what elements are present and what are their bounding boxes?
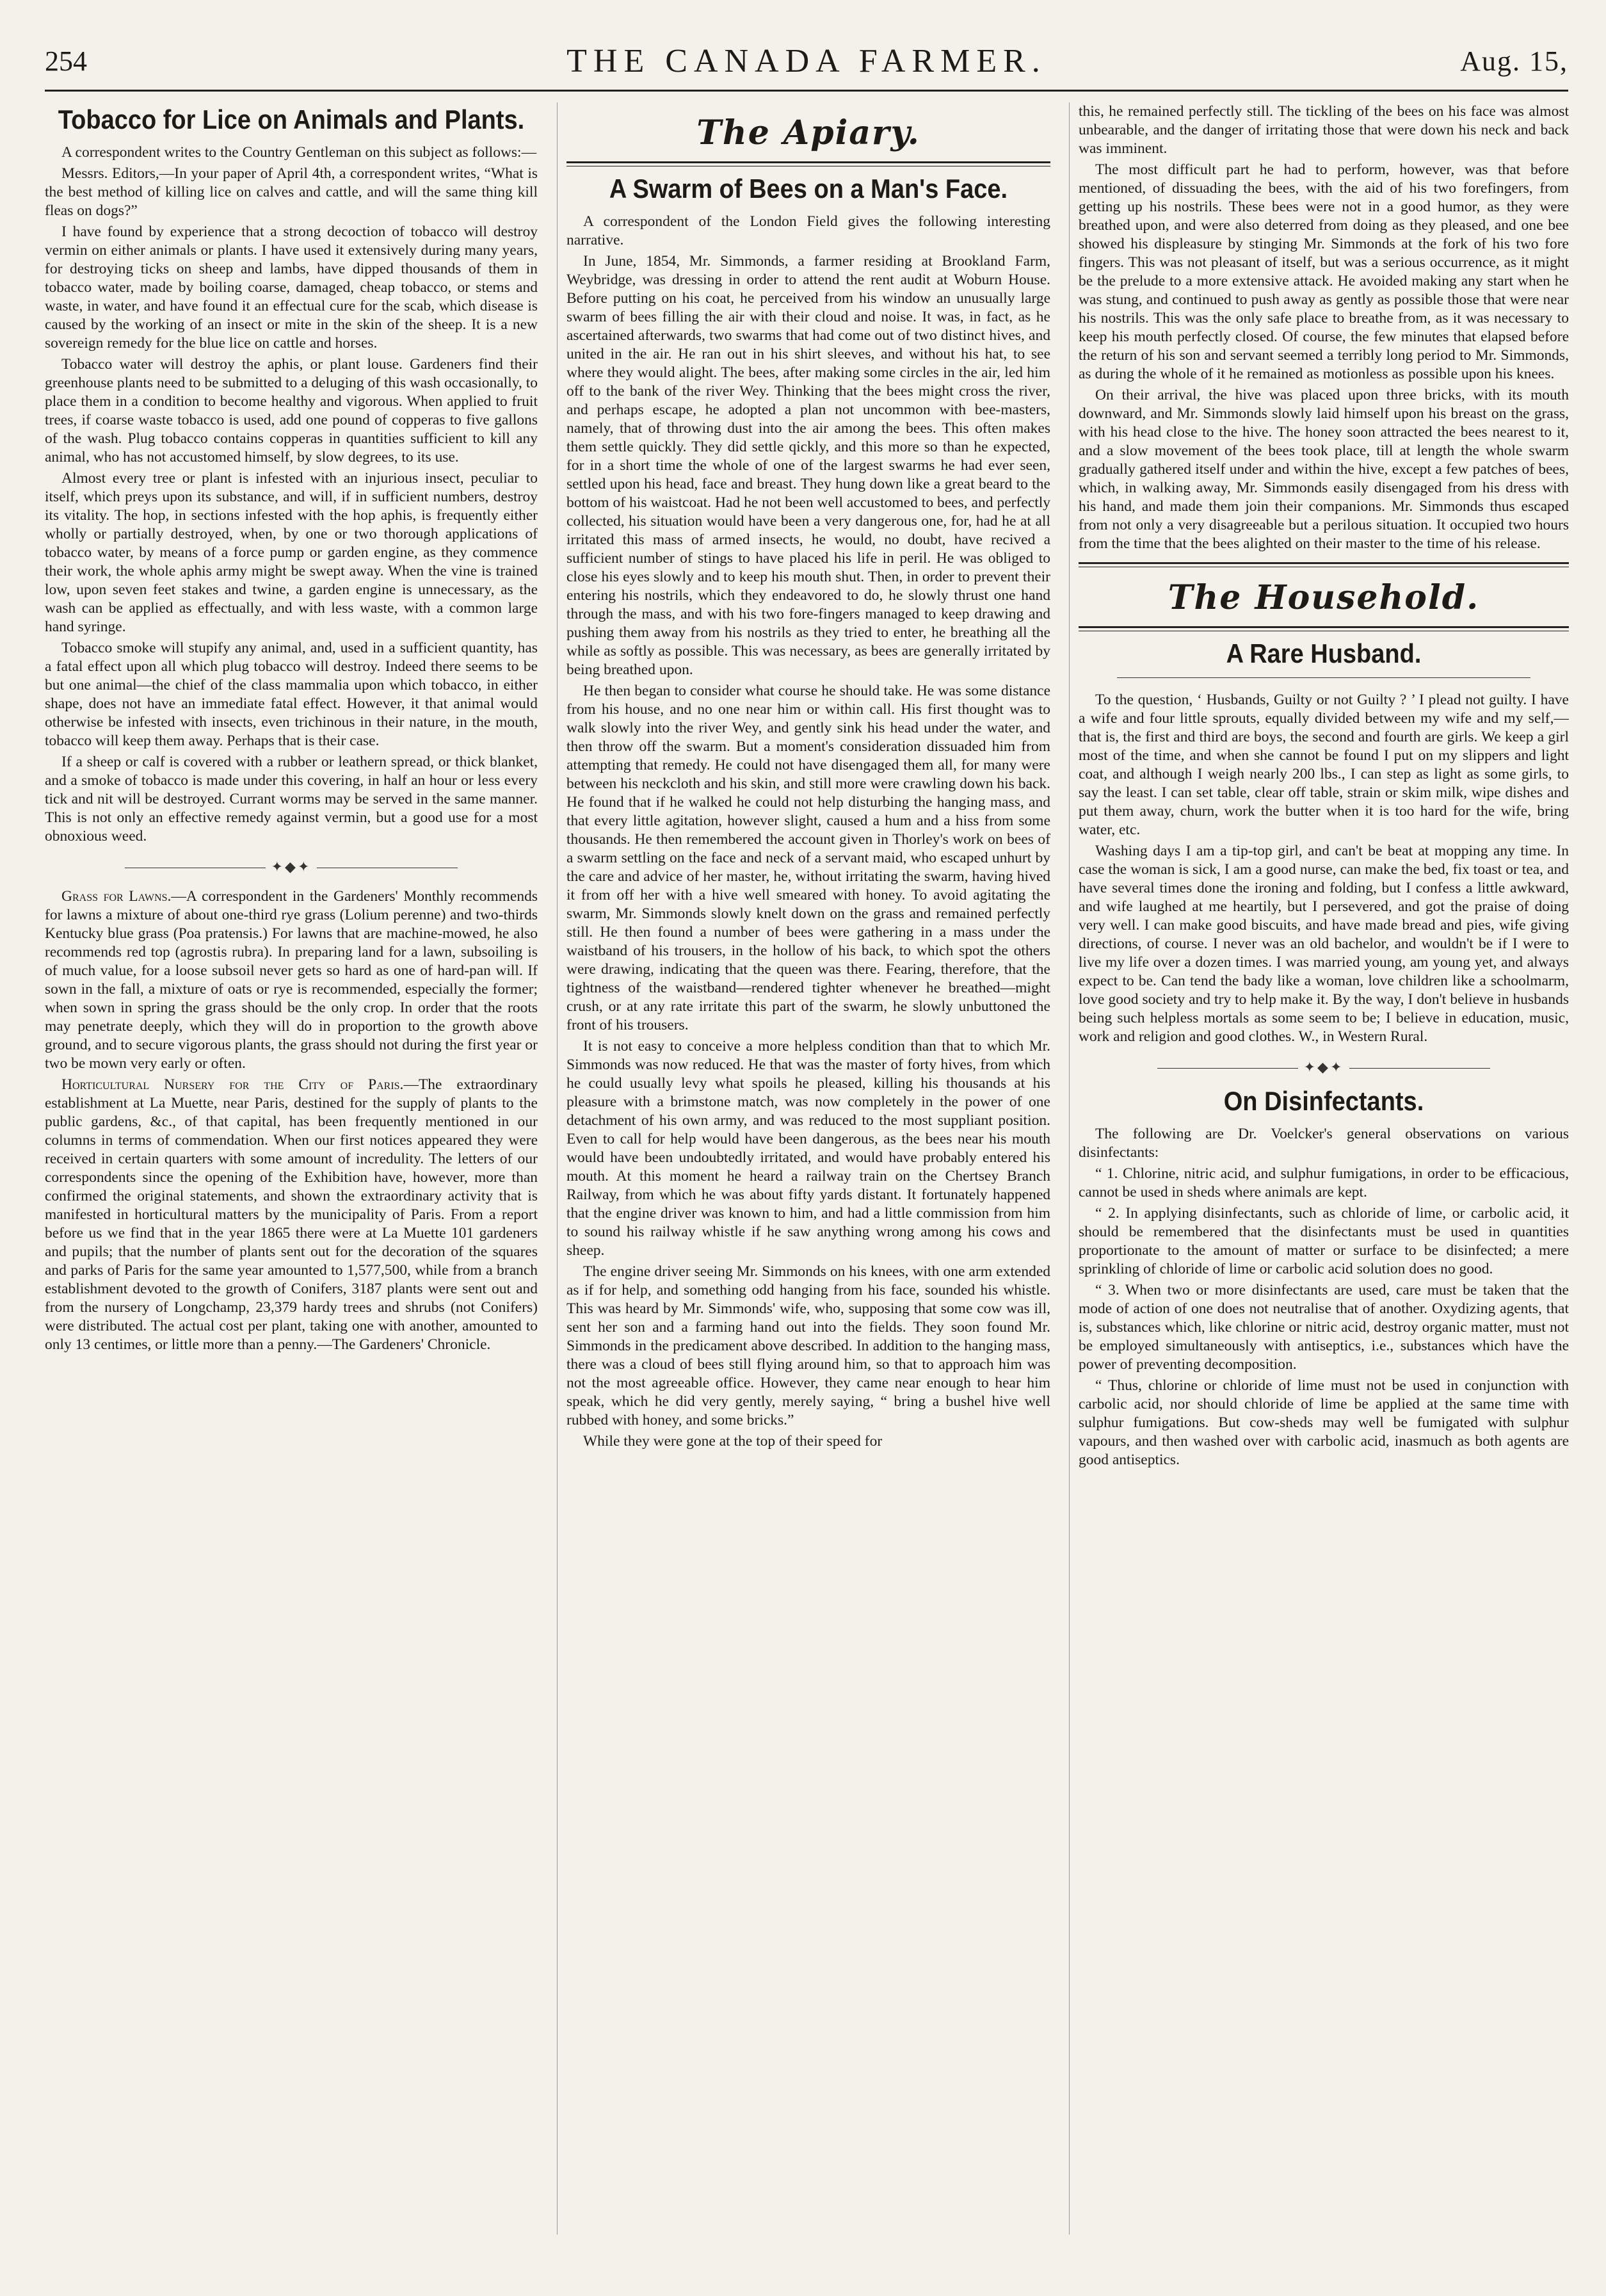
section-divider: ✦◆✦: [45, 857, 538, 876]
column-2: [557, 102, 1050, 2235]
lead-in: Horticultural Nursery for the City of Paris.: [61, 1076, 404, 1093]
paragraph: The engine driver seeing Mr. Simmonds on his knees, with one arm extended as if for help, and something odd hanging from his face, sounded his whistle. This was heard by Mr. Simmonds' wife, who, supposing that some cow was ill, sent her son and a farming hand out into the fields. They soon found Mr. Simmonds in the predicament above described. In addition to the hanging mass, there was a cloud of bees still flying around him, so that to approach him was not the most agreeable office. However, they came near enough to hear him speak, which he did very gently, merely saying, “ bring a bushel hive well rubbed with honey, and some bricks.”: [566, 1263, 1050, 1428]
paragraph: On their arrival, the hive was placed upon three bricks, with its mouth downward, and Mr. Simmonds slowly laid himself upon his breast on the grass, with his head close to the hive. The honey soon attracted the bees nearest to it, and a slow movement of the bees took place, till at length the whole swarm gradually gathered itself under and within the hive, except a few patches of bees, which, in walking away, Mr. Simmonds easily disengaged from his dress with his hand, and made them join their companions. Mr. Simmonds thus escaped from not only a very disagreeable but a perilous situation. It occupied two hours from the time that the bees alighted on their master to the time of his release.: [1079, 387, 1569, 552]
paragraph-text: —The extraordinary establishment at La Muette, near Paris, destined for the supply of plants to the public gardens, &c., of that capital, has been frequently mentioned in our columns in terms of commendation. When our first notices appeared they were received in certain quarters with some amount of incredulity. The letters of our correspondents since the opening of the Exhibition have, however, more than confirmed the original statements, and shown the extraordinary activity that is manifested in horticultural matters by the municipality of Paris. From a report before us we find that in the year 1865 there were at La Muette 101 gardeners and pupils; that the number of plants sent out for the decoration of the squares and parks of Paris for the same year amounted to 1,577,500, while from a branch establishment devoted to the growth of Conifers, 3187 plants were sent out and from the nursery of Longchamp, 23,379 hardy trees and shrubs (not Conifers) were distributed. The actual cost per plant, taking one with another, amounted to only 13 centimes, or little more than a penny.—The Gardeners' Chronicle.: [45, 1076, 538, 1353]
paragraph-nursery: [45, 1076, 538, 1354]
lead-in: Grass for Lawns.: [61, 888, 172, 905]
article-title-swarm: A Swarm of Bees on a Man's Face.: [609, 174, 1008, 205]
paragraph: In June, 1854, Mr. Simmonds, a farmer residing at Brookland Farm, Weybridge, was dressing in order to attend the rent audit at Woburn House. Before putting on his coat, he perceived from his window an unusually large swarm of bees filling the air with their cloud and noise. It was, in fact, as he ascertained afterwards, two swarms that had come out of two distinct hives, and united in the air. He ran out in his shirt sleeves, and without his hat, to see where they would alight. The bees, after making some circles in the air, led him off to the bank of the river Wey. Thinking that the bees might cross the river, and perhaps escape, he adopted a plan not uncommon with bee-masters, namely, that of throwing dust into the air among the bees. This often makes them settle quickly. They did settle qickly, and this more so than he expected, for in a short time the whole of one of the largest swarms he had ever seen, settled upon his head, face and breast. They hung down like a great beard to the bottom of his waistcoat. Had he not been well accustomed to bees, and perfectly collected, his situation would have been a very dangerous one, for, had he at all irritated this mass of armed insects, he would, no doubt, have recived a sufficient number of stings to have placed his life in peril. He was obliged to close his eyes slowly and to keep his mouth shut. Then, in order to prevent their entering his nostrils, which they endeavored to do, he slowly thrust one hand through the mass, and with his two fore-fingers managed to keep drawing and pushing them away from his nostrils as they tried to enter, he breathing all the while as softly as possible. This was necessary, as bees are generally irritated by being breathed upon.: [566, 253, 1050, 678]
paragraph: “ 2. In applying disinfectants, such as chloride of lime, or carbolic acid, it should be remembered that the disinfectants must be used in quantities proportionate to the amount of matter or surface to be disinfected; a mere sprinkling of chloride of lime or carbolic acid solution does no good.: [1079, 1205, 1569, 1277]
paragraph: The following are Dr. Voelcker's general observations on various disinfectants:: [1079, 1126, 1569, 1161]
paragraph: He then began to consider what course he should take. He was some distance from his house, and no one near him or within call. His first thought was to walk slowly into the river Wey, and gently sink his head under the water, and then throw off the swarm. But a moment's consideration dissuaded him from attempting that remedy. He could not have disengaged them all, for many were between his neckcloth and his skin, and still more were crawling down his back. He found that if he walked he could not help disturbing the hanging mass, and that every little agitation, however slight, caused a hum and a hiss from some thousands. He then remembered the account given in Thorley's work on bees of a swarm settling on the face and neck of a servant maid, who escaped unhurt by the care and advice of her master, he, without irritating the swarm, having hived it from off her with a hive well smeared with honey. To avoid agitating the swarm, Mr. Simmonds slowly knelt down on the grass and remained perfectly still. He then found a number of bees were gathering in a mass under the waistband of his trousers, in the hollow of his back, to which spot the others were drawing, indicating that the queen was there. Fearing, therefore, that the tightness of the waistband—rendered tighter whenever he breathed—might crush, or at any rate irritate this part of the swarm, he slowly unbuttoned the front of his trousers.: [566, 683, 1050, 1033]
publication-title: THE CANADA FARMER.: [566, 43, 1047, 79]
paragraph: “ 1. Chlorine, nitric acid, and sulphur fumigations, in order to be efficacious, cannot be used in sheds where animals are kept.: [1079, 1165, 1569, 1201]
paragraph: this, he remained perfectly still. The tickling of the bees on his face was almost unbearable, and the danger of irritating those that were down his neck and back was imminent.: [1079, 103, 1569, 157]
paragraph: Washing days I am a tip-top girl, and can't be beat at mopping any time. In case the woman is sick, I am a good nurse, can make the bed, fix toast or tea, and have several times done the ironing and folding, but I confess a little awkward, and wife laughed at me heartily, but I persevered, and got the praise of doing very well. I can make good biscuits, and have made bread and pies, wife giving directions, of course. I never was an old bachelor, and wouldn't be if I were to live my life over a dozen times. I was married young, am young yet, and always expect to be. Can tend the bady like a woman, love children like a schoolmarm, love good society and try to help make it. By the way, I don't believe in husbands being such helpless mortals as some seem to be; I believe in education, music, work and religion and good clothes. W., in Western Rural.: [1079, 843, 1569, 1045]
paragraph: While they were gone at the top of their speed for: [583, 1433, 883, 1450]
section-heading-apiary: The Apiary.: [696, 113, 920, 152]
paragraph: If a sheep or calf is covered with a rubber or leathern spread, or thick blanket, and a smoke of tobacco is made under this covering, in half an hour or less every tick and nit will be destroyed. Currant worms may be served in the same manner. This is not only an effective remedy against vermin, but a good use for a most obnoxious weed.: [45, 754, 538, 845]
divider: [1079, 562, 1569, 567]
paragraph: The most difficult part he had to perform, however, was that before mentioned, of dissuading the bees, with the aid of his two forefingers, from getting up his nostrils. These bees were not in a good humor, as they were breathed upon, and were also deterred from doing as they pleased, and one bee showed his displeasure by stinging Mr. Simmonds at the fork of his two fore fingers. This was not pleasant of itself, but was a serious occurrence, as it might be the prelude to a more extensive attack. He avoided making any start when he was stung, and continued to push away as gently as possible those that were near his nostrils. This was the only safe place to breathe from, as it was necessary to keep his mouth perfectly closed. Of course, the few minutes that elapsed before the return of his son and servant seemed a terribly long period to Mr. Simmonds, as during the whole of it he remained as motionless as possible upon his knees.: [1079, 161, 1569, 382]
paragraph: A correspondent writes to the Country Gentleman on this subject as follows:—: [61, 144, 537, 161]
column-1: [45, 102, 538, 2235]
paragraph-grass: [45, 887, 538, 1073]
divider: [566, 161, 1050, 166]
masthead: [45, 38, 1568, 92]
paragraph: To the question, ‘ Husbands, Guilty or not Guilty ? ’ I plead not guilty. I have a wife and four little sprouts, equally divided between my wife and my self,—that is, the first and third are boys, the second and fourth are girls. We keep a girl most of the time, and when she cannot be found I put on my slippers and light coat, and although I weigh nearly 200 lbs., I can step as light as some girls, to say the least. I can set table, clear off table, strain or skim milk, wipe dishes and put them away, churn, work the butter when it is too hard for the wife, bring water, etc.: [1079, 691, 1569, 838]
paragraph: Messrs. Editors,—In your paper of April 4th, a correspondent writes, “What is the best method of killing lice on calves and cattle, and will the same thing kill fleas on dogs?”: [45, 165, 538, 219]
article-title-husband: A Rare Husband.: [1226, 639, 1422, 670]
column-3: [1069, 102, 1569, 2235]
paragraph: Tobacco water will destroy the aphis, or plant louse. Gardeners find their greenhouse plants need to be submitted to a deluging of this wash occasionally, to place them in a condition to become healthy and vigorous. When applied to fruit trees, if coarse waste tobacco is used, add one pound of copperas to five gallons of the wash. Plug tobacco contains copperas in quantities sufficient to kill any animal, who has not accustomed himself, by slow degrees, to its use.: [45, 356, 538, 465]
page-number: 254: [45, 45, 87, 77]
issue-date: Aug. 15,: [1460, 45, 1568, 77]
paragraph: I have found by experience that a strong decoction of tobacco will destroy vermin on either animals or plants. I have used it extensively during many years, for destroying ticks on sheep and lambs, have dipped thousands of them in tobacco water, made by boiling coarse, damaged, cheap tobacco, or stems and waste, in water, and have found it an effectual cure for the scab, which disease is caused by the working of an insect or mite in the skin of the sheep. It is a new sovereign remedy for the blue lice on cattle and horses.: [45, 223, 538, 352]
section-divider: ✦◆✦: [1079, 1058, 1569, 1076]
paragraph: Almost every tree or plant is infested with an injurious insect, peculiar to itself, which preys upon its substance, and will, if in sufficient numbers, destroy its vitality. The hop, in sections infested with the hop aphis, is frequently either wholly or partially destroyed, when, by one or two thorough applications of tobacco water, by means of a force pump or garden engine, as they commence their work, the whole aphis army might be swept away. When the vine is trained low, upon seven feet stakes and twine, a garden engine is unnecessary, as the wash can be applied as effectually, and with less waste, with a common large hand syringe.: [45, 470, 538, 635]
paragraph: Tobacco smoke will stupify any animal, and, used in a sufficient quantity, has a fatal effect upon all which plug tobacco will destroy. Indeed there seems to be but one animal—the chief of the class mammalia upon which tobacco, in either shape, does not have an immediate fatal effect. However, it that animal would otherwise be infested with insects, even trichinous in their nature, in the mouth, tobacco will keep them away. Perhaps that is their case.: [45, 640, 538, 749]
paragraph: “ 3. When two or more disinfectants are used, care must be taken that the mode of action of one does not neutralise that of another. Oxydizing agents, that is, substances which, like chlorine or nitric acid, destroy organic matter, must not be employed simultaneously with antiseptics, i.e., substances which have the power of preventing decomposition.: [1079, 1282, 1569, 1373]
divider: [1079, 626, 1569, 631]
paragraph: “ Thus, chlorine or chloride of lime must not be used in conjunction with carbolic acid, nor should chloride of lime be applied at the same time with sulphur fumigations. But cow-sheds may well be fumigated with sulphur vapours, and then washed over with carbolic acid, inasmuch as both agents are good antiseptics.: [1079, 1377, 1569, 1468]
article-title-tobacco: Tobacco for Lice on Animals and Plants.: [58, 105, 525, 136]
paragraph: It is not easy to conceive a more helpless condition than that to which Mr. Simmonds was now reduced. He that was the master of forty hives, from which he could usually levy what spoils he pleased, killing his thousands at his pleasure with a brimstone match, was now completely in the power of one detachment of his own army, and was reduced to the most suppliant position. Even to call for help would have been dangerous, as the bees near his mouth would have been undoubtedly irritated, and would have probably entered his mouth. At this moment he heard a railway train on the Chertsey Branch Railway, from which he was about fifty yards distant. It fortunately happened that the engine driver was known to him, and had a little commission from him to sound his railway whistle if he saw anything wrong among his cows and sheep.: [566, 1038, 1050, 1259]
title-underline: [1117, 677, 1530, 678]
paragraph: A correspondent of the London Field gives the following interesting narrative.: [566, 213, 1050, 248]
section-heading-household: The Household.: [1168, 578, 1480, 617]
article-title-disinfectants: On Disinfectants.: [1223, 1087, 1424, 1117]
paragraph-text: —A correspondent in the Gardeners' Monthly recommends for lawns a mixture of about one-third rye grass (Lolium perenne) and two-thirds Kentucky blue grass (Poa pratensis.) For lawns that are machine-mowed, he also recommends red top (agrostis rubra). In preparing land for a lawn, subsoiling is of much value, for a loose subsoil never gets so hard as one of hard-pan will. If sown in the fall, a mixture of oats or rye is recommended, especially the former; when sown in spring the grass should be the only crop. In order that the roots may penetrate deeply, which they will do in proportion to the growth above ground, and to secure vigorous plants, the grass should not during the first year or two be mown very early or often.: [45, 888, 538, 1072]
